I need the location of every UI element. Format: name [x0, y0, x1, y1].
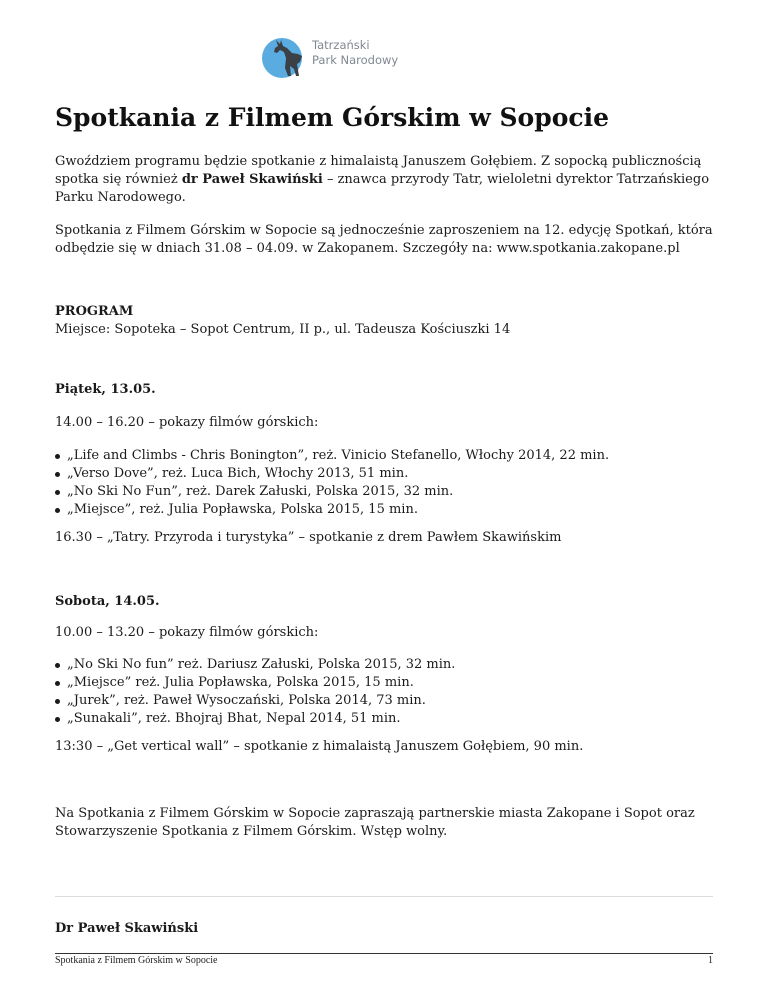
page-number: 1 — [708, 955, 713, 966]
logo-line-2: Park Narodowy — [312, 53, 399, 67]
saturday-screenings: 10.00 – 13.20 – pokazy filmów górskich: — [55, 625, 319, 640]
friday-heading: Piątek, 13.05. — [55, 382, 156, 397]
saturday-films-block — [55, 656, 715, 728]
park-logo — [262, 36, 422, 80]
list-item: „No Ski No fun” reż. Dariusz Załuski, Polska 2015, 32 min. — [67, 656, 715, 674]
closing-paragraph — [55, 805, 715, 841]
footer-divider — [55, 953, 713, 954]
saturday-event-block — [55, 738, 715, 756]
chamois-logo-icon — [262, 36, 306, 80]
footer-title: Spotkania z Filmem Górskim w Sopocie — [55, 955, 218, 966]
friday-screenings: 14.00 – 16.20 – pokazy filmów górskich: — [55, 415, 319, 430]
friday-event-block — [55, 529, 715, 547]
intro-2-text: Spotkania z Filmem Górskim w Sopocie są jednocześnie zaproszeniem na 12. edycję Spotkań, która odbędzie się w dniach 31.08 – 04.09. w Zakopanem. Szczegóły na: www.spotkania.zakopane.pl — [55, 223, 713, 256]
intro-text-2: – znawca przyrody Tatr, wieloletni dyrektor Tatrzańskiego Parku Narodowego. — [55, 172, 710, 205]
friday-screenings-block — [55, 414, 715, 432]
intro-bold-name: dr Paweł Skawiński — [181, 172, 323, 187]
friday-film-list — [55, 447, 715, 519]
saturday-heading-block — [55, 593, 715, 611]
saturday-event: 13:30 – „Get vertical wall” – spotkanie z himalaistą Januszem Gołębiem, 90 min. — [55, 739, 584, 754]
intro-paragraph-2 — [55, 222, 715, 258]
list-item: „No Ski No Fun”, reż. Darek Załuski, Polska 2015, 32 min. — [67, 483, 715, 501]
program-heading: PROGRAM — [55, 304, 134, 319]
logo-text — [312, 38, 398, 68]
page-footer — [55, 955, 713, 967]
program-section — [55, 303, 715, 339]
friday-films-block — [55, 447, 715, 519]
list-item: „Jurek”, reż. Paweł Wysoczański, Polska 2014, 73 min. — [67, 692, 715, 710]
list-item: „Miejsce”, reż. Julia Popławska, Polska 2015, 15 min. — [67, 501, 715, 519]
divider — [55, 896, 713, 897]
page-title: Spotkania z Filmem Górskim w Sopocie — [55, 103, 609, 132]
closing-text: Na Spotkania z Filmem Górskim w Sopocie zapraszają partnerskie miasta Zakopane i Sopot oraz Stowarzyszenie Spotkania z Filmem Górskim. Wstęp wolny. — [55, 806, 695, 839]
intro-paragraph — [55, 153, 715, 207]
friday-heading-block — [55, 381, 715, 399]
list-item: „Verso Dove”, reż. Luca Bich, Włochy 2013, 51 min. — [67, 465, 715, 483]
intro-text-1: Gwoździem programu będzie spotkanie z himalaistą Januszem Gołębiem. Z sopocką publicznością spotka się również — [55, 154, 702, 187]
author-block — [55, 920, 715, 938]
program-place: Miejsce: Sopoteka – Sopot Centrum, II p., ul. Tadeusza Kościuszki 14 — [55, 322, 511, 337]
friday-event: 16.30 – „Tatry. Przyroda i turystyka” – spotkanie z drem Pawłem Skawińskim — [55, 530, 562, 545]
list-item: „Life and Climbs - Chris Bonington”, reż. Vinicio Stefanello, Włochy 2014, 22 min. — [67, 447, 715, 465]
saturday-heading: Sobota, 14.05. — [55, 594, 160, 609]
saturday-screenings-block — [55, 624, 715, 642]
author-name: Dr Paweł Skawiński — [55, 921, 199, 936]
saturday-film-list — [55, 656, 715, 728]
list-item: „Sunakali”, reż. Bhojraj Bhat, Nepal 2014, 51 min. — [67, 710, 715, 728]
list-item: „Miejsce” reż. Julia Popławska, Polska 2015, 15 min. — [67, 674, 715, 692]
logo-line-1: Tatrzański — [312, 38, 370, 52]
